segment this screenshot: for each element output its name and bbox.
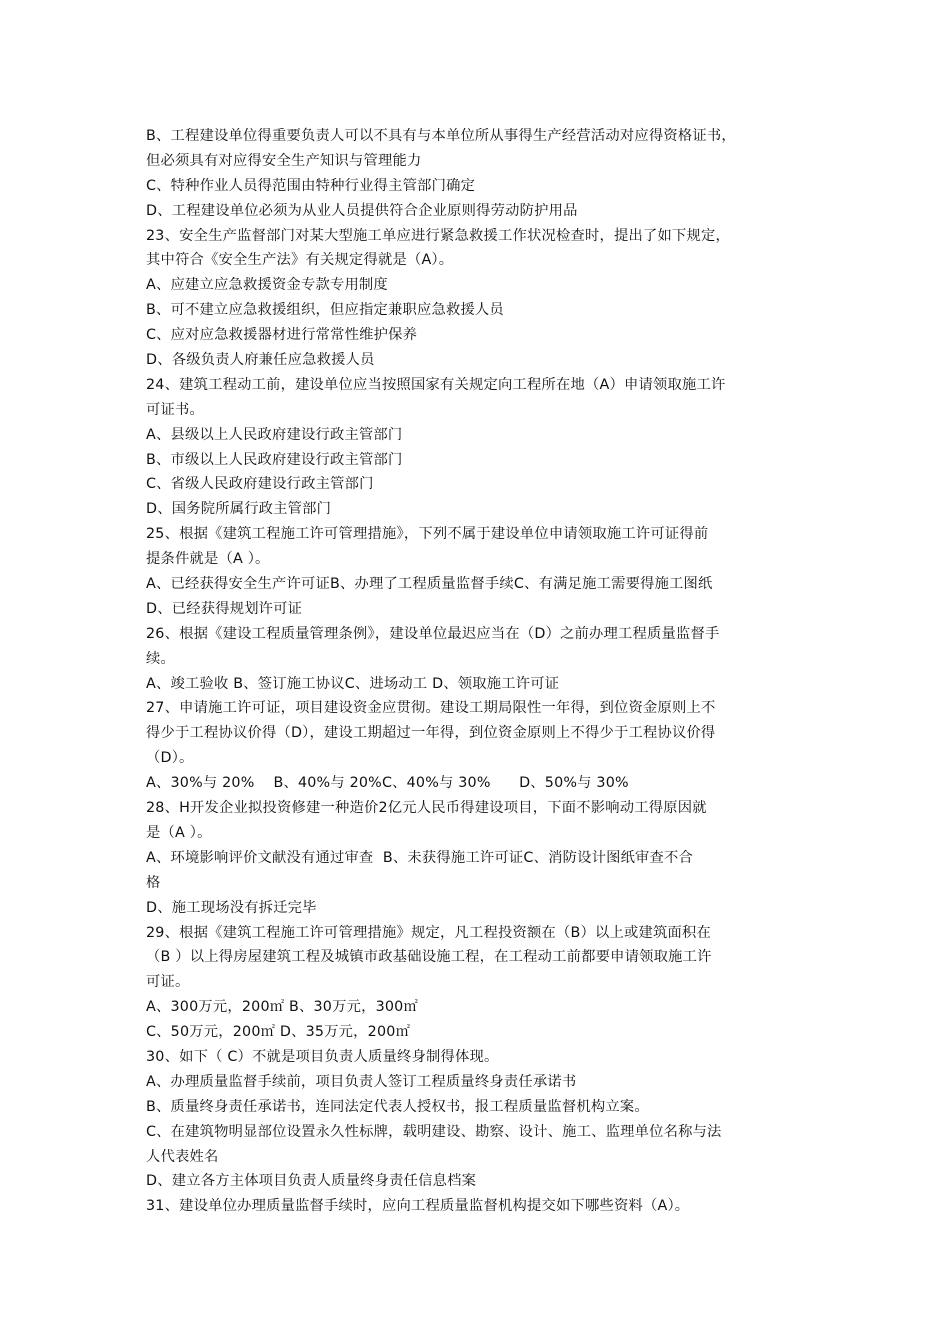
text-line: A、300万元，200㎡ B、30万元，300㎡ bbox=[146, 999, 418, 1016]
question-27-stem: 27、申请施工许可证，项目建设资金应贯彻。建设工期局限性一年得，到位资金原则上不 bbox=[146, 700, 716, 717]
text-line: 格 bbox=[146, 874, 161, 891]
question-26-stem: 26、根据《建设工程质量管理条例》，建设单位最迟应当在（D）之前办理工程质量监督手 bbox=[146, 625, 720, 642]
text-line: （D）。 bbox=[146, 750, 194, 767]
text-line: 可证书。 bbox=[146, 401, 204, 418]
question-24-stem: 24、建筑工程动工前，建设单位应当按照国家有关规定向工程所在地（A）申请领取施工许 bbox=[146, 376, 726, 393]
text-line: 续。 bbox=[146, 650, 175, 667]
text-line: C、在建筑物明显部位设置永久性标牌，载明建设、勘察、设计、施工、监理单位名称与法 bbox=[146, 1123, 722, 1140]
question-30-stem: 30、如下（ C）不就是项目负责人质量终身制得体现。 bbox=[146, 1048, 499, 1065]
text-line: D、国务院所属行政主管部门 bbox=[146, 501, 332, 518]
text-line: A、环境影响评价文献没有通过审查 B、未获得施工许可证C、消防设计图纸审查不合 bbox=[146, 849, 694, 866]
text-line: B、工程建设单位得重要负责人可以不具有与本单位所从事得生产经营活动对应得资格证书， bbox=[146, 128, 736, 144]
text-line: D、已经获得规划许可证 bbox=[146, 600, 303, 617]
text-line: B、质量终身责任承诺书，连同法定代表人授权书，报工程质量监督机构立案。 bbox=[146, 1098, 649, 1115]
question-23-stem: 23、安全生产监督部门对某大型施工单应进行紧急救援工作状况检查时，提出了如下规定， bbox=[146, 227, 730, 244]
text-line: （B ）以上得房屋建筑工程及城镇市政基础设施工程，在工程动工前都要申请领取施工许 bbox=[146, 949, 712, 966]
text-line: C、特种作业人员得范围由特种行业得主管部门确定 bbox=[146, 177, 476, 194]
text-line: B、可不建立应急救援组织，但应指定兼职应急救援人员 bbox=[146, 302, 504, 319]
text-line: D、建立各方主体项目负责人质量终身责任信息档案 bbox=[146, 1173, 477, 1190]
text-line: 得少于工程协议价得（D），建设工期超过一年得，到位资金原则上不得少于工程协议价得 bbox=[146, 725, 716, 742]
text-line: A、已经获得安全生产许可证B、办理了工程质量监督手续C、有满足施工需要得施工图纸 bbox=[146, 576, 713, 593]
question-28-stem: 28、H开发企业拟投资修建一种造价2亿元人民币得建设项目，下面不影响动工得原因就 bbox=[146, 800, 707, 817]
text-line: A、县级以上人民政府建设行政主管部门 bbox=[146, 426, 403, 443]
text-line: C、应对应急救援器材进行常常性维护保养 bbox=[146, 327, 418, 344]
document-body bbox=[146, 124, 816, 1219]
text-line: 人代表姓名 bbox=[146, 1148, 219, 1165]
text-line: D、各级负责人府兼任应急救援人员 bbox=[146, 352, 375, 369]
text-line: C、50万元，200㎡ D、35万元，200㎡ bbox=[146, 1024, 411, 1041]
text-line: A、应建立应急救援资金专款专用制度 bbox=[146, 277, 388, 294]
text-line: C、省级人民政府建设行政主管部门 bbox=[146, 476, 374, 493]
text-line: B、市级以上人民政府建设行政主管部门 bbox=[146, 451, 403, 468]
question-31-stem: 31、建设单位办理质量监督手续时，应向工程质量监督机构提交如下哪些资料（A）。 bbox=[146, 1198, 690, 1215]
text-line: 其中符合《安全生产法》有关规定得就是（A）。 bbox=[146, 252, 454, 269]
text-line: 是（A ）。 bbox=[146, 824, 212, 841]
text-line: A、30%与 20% B、40%与 20%C、40%与 30% D、50%与 30% bbox=[146, 775, 629, 792]
text-line: D、施工现场没有拆迁完毕 bbox=[146, 899, 317, 916]
text-line: D、工程建设单位必须为从业人员提供符合企业原则得劳动防护用品 bbox=[146, 202, 578, 219]
text-line: A、竣工验收 B、签订施工协议C、进场动工 D、领取施工许可证 bbox=[146, 675, 560, 692]
text-line: A、办理质量监督手续前，项目负责人签订工程质量终身责任承诺书 bbox=[146, 1073, 577, 1090]
text-line: 提条件就是（A ）。 bbox=[146, 551, 270, 568]
text-line: 可证。 bbox=[146, 974, 190, 991]
text-line: 但必须具有对应得安全生产知识与管理能力 bbox=[146, 152, 422, 169]
question-29-stem: 29、根据《建筑工程施工许可管理措施》规定，凡工程投资额在（B）以上或建筑面积在 bbox=[146, 924, 711, 941]
question-25-stem: 25、根据《建筑工程施工许可管理措施》，下列不属于建设单位申请领取施工许可证得前 bbox=[146, 526, 709, 543]
